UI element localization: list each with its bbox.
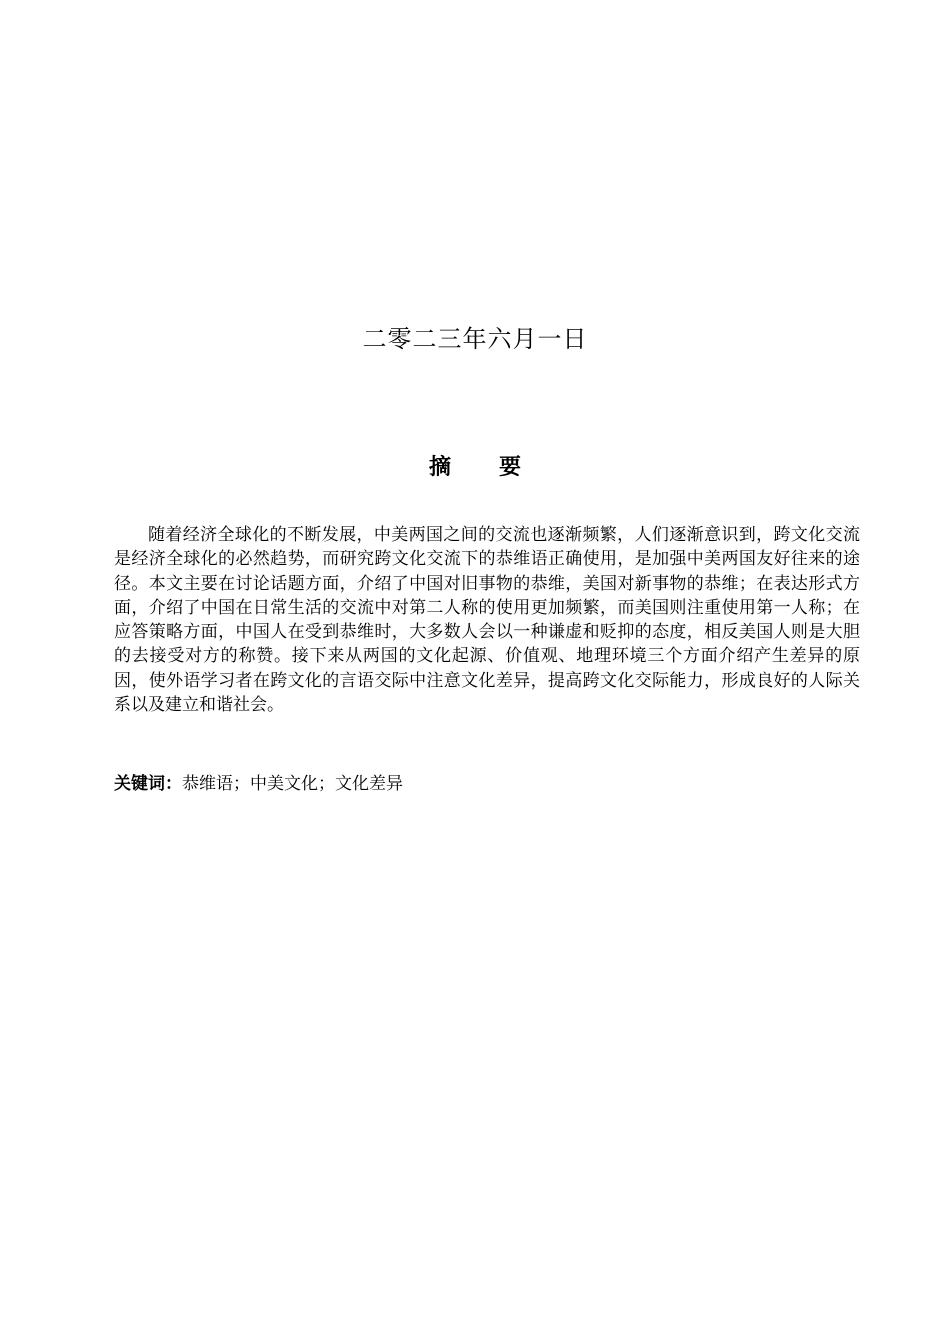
keywords-label: 关键词： <box>114 774 182 794</box>
keywords-value: 恭维语；中美文化；文化差异 <box>182 774 403 794</box>
abstract-heading <box>0 452 950 484</box>
abstract-heading-char-1: 摘 <box>428 455 451 480</box>
thesis-date: 二零二三年六月一日 <box>362 325 588 353</box>
keywords-line <box>114 772 860 796</box>
abstract-body: 随着经济全球化的不断发展，中美两国之间的交流也逐渐频繁，人们逐渐意识到，跨文化交流是经济全球化的必然趋势，而研究跨文化交流下的恭维语正确使用，是加强中美两国友好往来的途径。本文主要在讨论话题方面，介绍了中国对旧事物的恭维，美国对新事物的恭维；在表达形式方面，介绍了中国在日常生活的交流中对第二人称的使用更加频繁，而美国则注重使用第一人称；在应答策略方面，中国人在受到恭维时，大多数人会以一种谦虚和贬抑的态度，相反美国人则是大胆的去接受对方的称赞。接下来从两国的文化起源、价值观、地理环境三个方面介绍产生差异的原因，使外语学习者在跨文化的言语交际中注意文化差异，提高跨文化交际能力，形成良好的人际关系以及建立和谐社会。 <box>114 525 860 716</box>
abstract-heading-char-2: 要 <box>499 455 522 480</box>
